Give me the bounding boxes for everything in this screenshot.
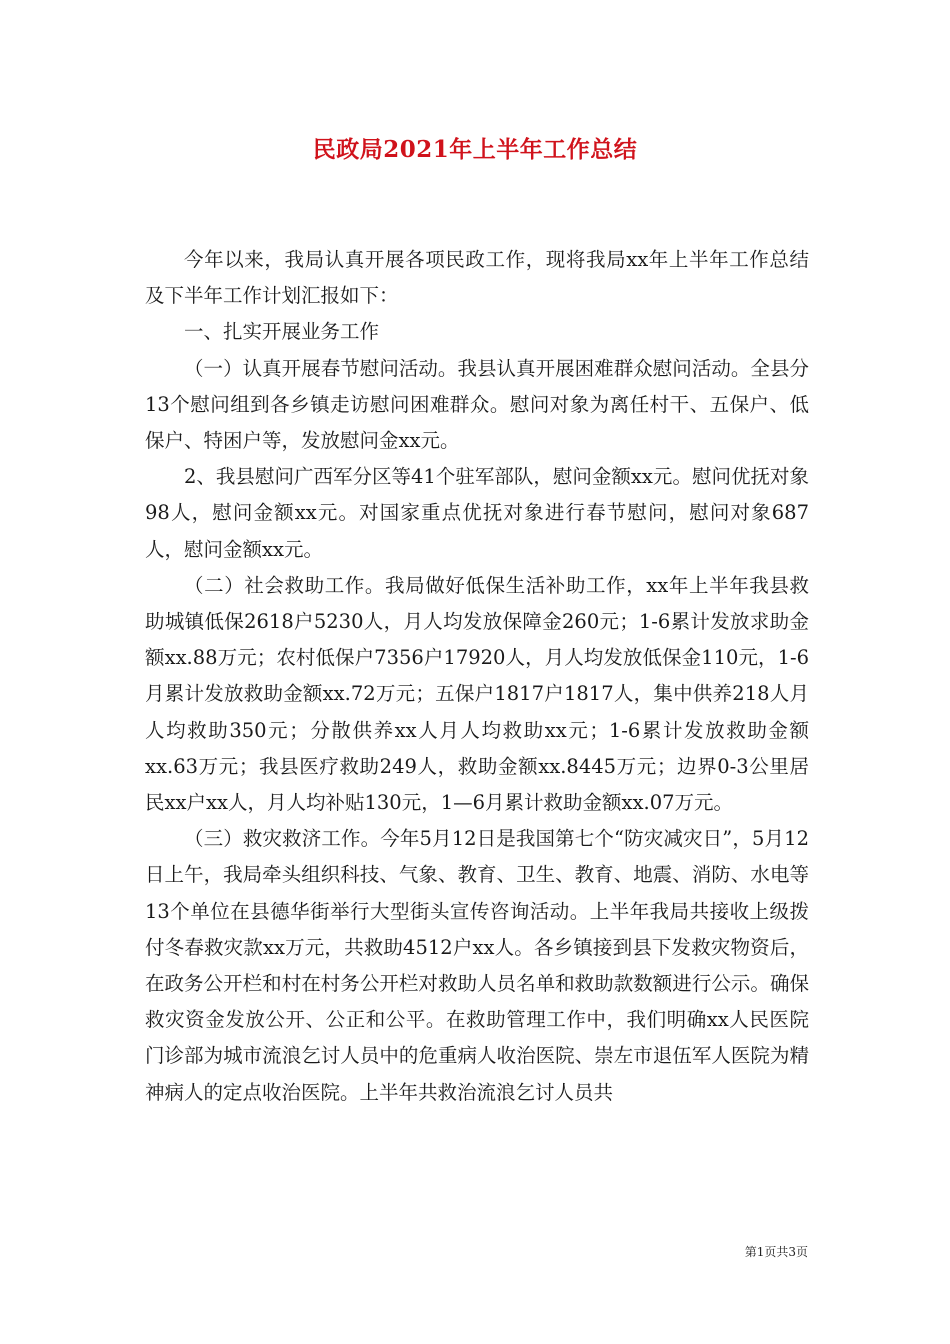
paragraph-spring-festival: （一）认真开展春节慰问活动。我县认真开展困难群众慰问活动。全县分13个慰问组到各乡镇走访慰问困难群众。慰问对象为离任村干、五保户、低保户、特困户等，发放慰问金xx元。: [145, 356, 809, 453]
section-heading-1: 一、扎实开展业务工作: [184, 320, 380, 344]
paragraph-disaster-relief: （三）救灾救济工作。今年5月12日是我国第七个“防灾减灾日”，5月12日上午，我局牵头组织科技、气象、教育、卫生、教育、地震、消防、水电等13个单位在县德华街举行大型街头宣传咨询活动。上半年我局共接收上级拨付冬春救灾款xx万元，共救助4512户xx人。各乡镇接到县下发救灾物资后，在政务公开栏和村在村务公开栏对救助人员名单和救助款数额进行公示。确保救灾资金发放公开、公正和公平。在救助管理工作中，我们明确xx人民医院门诊部为城市流浪乞讨人员中的危重病人收治医院、崇左市退伍军人医院为精神病人的定点收治医院。上半年共救治流浪乞讨人员共: [145, 827, 809, 1104]
paragraph-intro: 今年以来，我局认真开展各项民政工作，现将我局xx年上半年工作总结及下半年工作计划汇报如下：: [145, 248, 809, 308]
paragraph-military-visit: 2、我县慰问广西军分区等41个驻军部队，慰问金额xx元。慰问优抚对象98人，慰问金额xx元。对国家重点优抚对象进行春节慰问，慰问对象687人，慰问金额xx元。: [145, 465, 809, 561]
page-number: 第1页共3页: [744, 1245, 808, 1259]
document-title: 民政局2021年上半年工作总结: [312, 136, 638, 163]
paragraph-social-assistance: （二）社会救助工作。我局做好低保生活补助工作，xx年上半年我县救助城镇低保2618户5230人，月人均发放保障金260元；1-6累计发放求助金额xx.88万元；农村低保户7356户17920人，月人均发放低保金110元，1-6月累计发放救助金额xx.72万元；五保户1817户1817人，集中供养218人月人均救助350元；分散供养xx人月人均救助xx元；1-6累计发放救助金额xx.63万元；我县医疗救助249人，救助金额xx.8445万元；边界0-3公里居民xx户xx人，月人均补贴130元，1—6月累计救助金额xx.07万元。: [145, 573, 809, 815]
document-body: [145, 242, 809, 1111]
